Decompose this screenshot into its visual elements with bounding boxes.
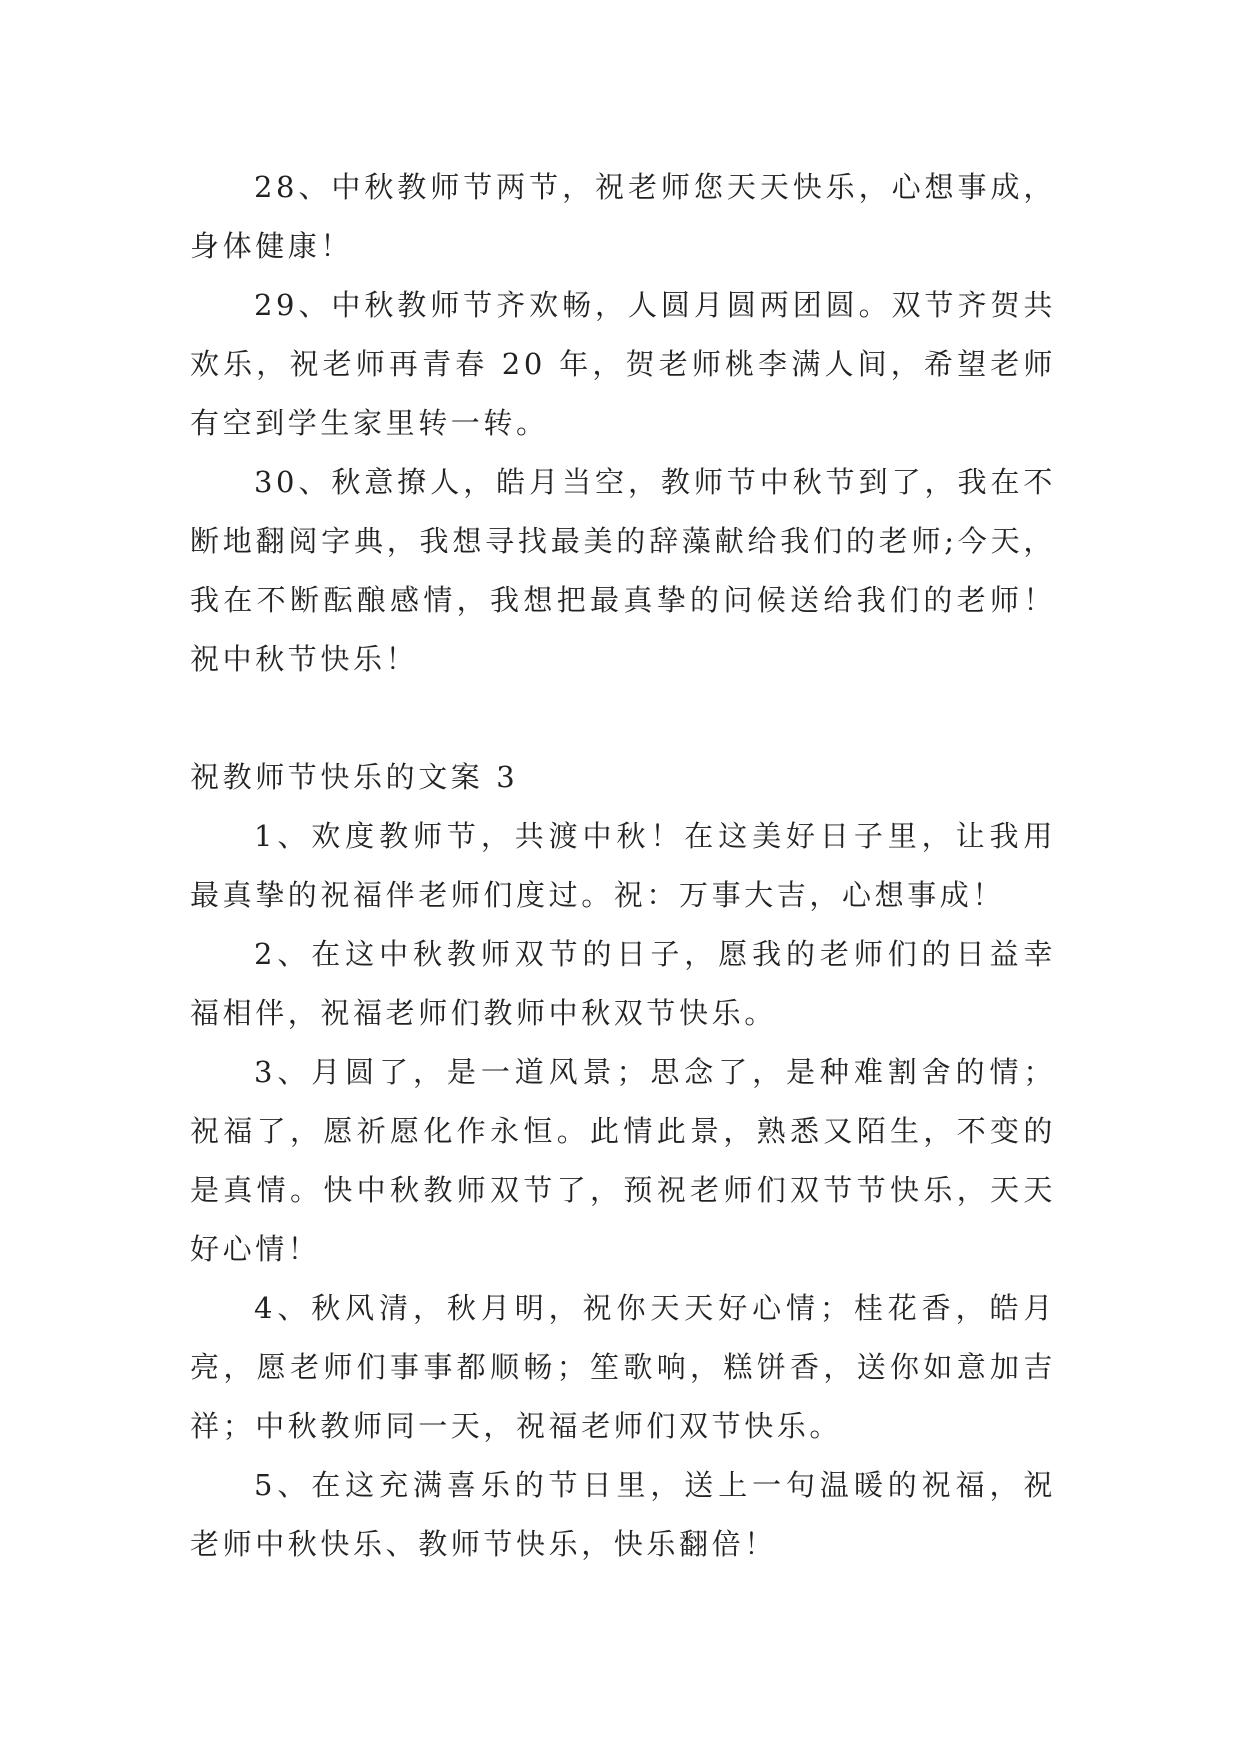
section-spacer: [190, 689, 1056, 748]
wish-paragraph-2: 2、在这中秋教师双节的日子，愿我的老师们的日益幸福相伴，祝福老师们教师中秋双节快乐。: [190, 937, 1056, 1030]
document-body: [190, 158, 1056, 1574]
wish-paragraph-1: 1、欢度教师节，共渡中秋！在这美好日子里，让我用最真挚的祝福伴老师们度过。祝：万事大吉，心想事成！: [190, 819, 1056, 912]
wish-paragraph-29: 29、中秋教师节齐欢畅，人圆月圆两团圆。双节齐贺共欢乐，祝老师再青春 20 年，贺老师桃李满人间，希望老师有空到学生家里转一转。: [190, 288, 1056, 440]
wish-paragraph-28: 28、中秋教师节两节，祝老师您天天快乐，心想事成，身体健康！: [190, 170, 1056, 263]
section-heading: 祝教师节快乐的文案 3: [190, 760, 519, 794]
wish-paragraph-30: 30、秋意撩人，皓月当空，教师节中秋节到了，我在不断地翻阅字典，我想寻找最美的辞藻献给我们的老师;今天，我在不断酝酿感情，我想把最真挚的问候送给我们的老师！祝中秋节快乐！: [190, 465, 1056, 676]
wish-paragraph-3: 3、月圆了，是一道风景；思念了，是种难割舍的情；祝福了，愿祈愿化作永恒。此情此景，熟悉又陌生，不变的是真情。快中秋教师双节了，预祝老师们双节节快乐，天天好心情！: [190, 1055, 1056, 1266]
wish-paragraph-5: 5、在这充满喜乐的节日里，送上一句温暖的祝福，祝老师中秋快乐、教师节快乐，快乐翻倍！: [190, 1468, 1056, 1561]
wish-paragraph-4: 4、秋风清，秋月明，祝你天天好心情；桂花香，皓月亮，愿老师们事事都顺畅；笙歌响，糕饼香，送你如意加吉祥；中秋教师同一天，祝福老师们双节快乐。: [190, 1291, 1056, 1443]
